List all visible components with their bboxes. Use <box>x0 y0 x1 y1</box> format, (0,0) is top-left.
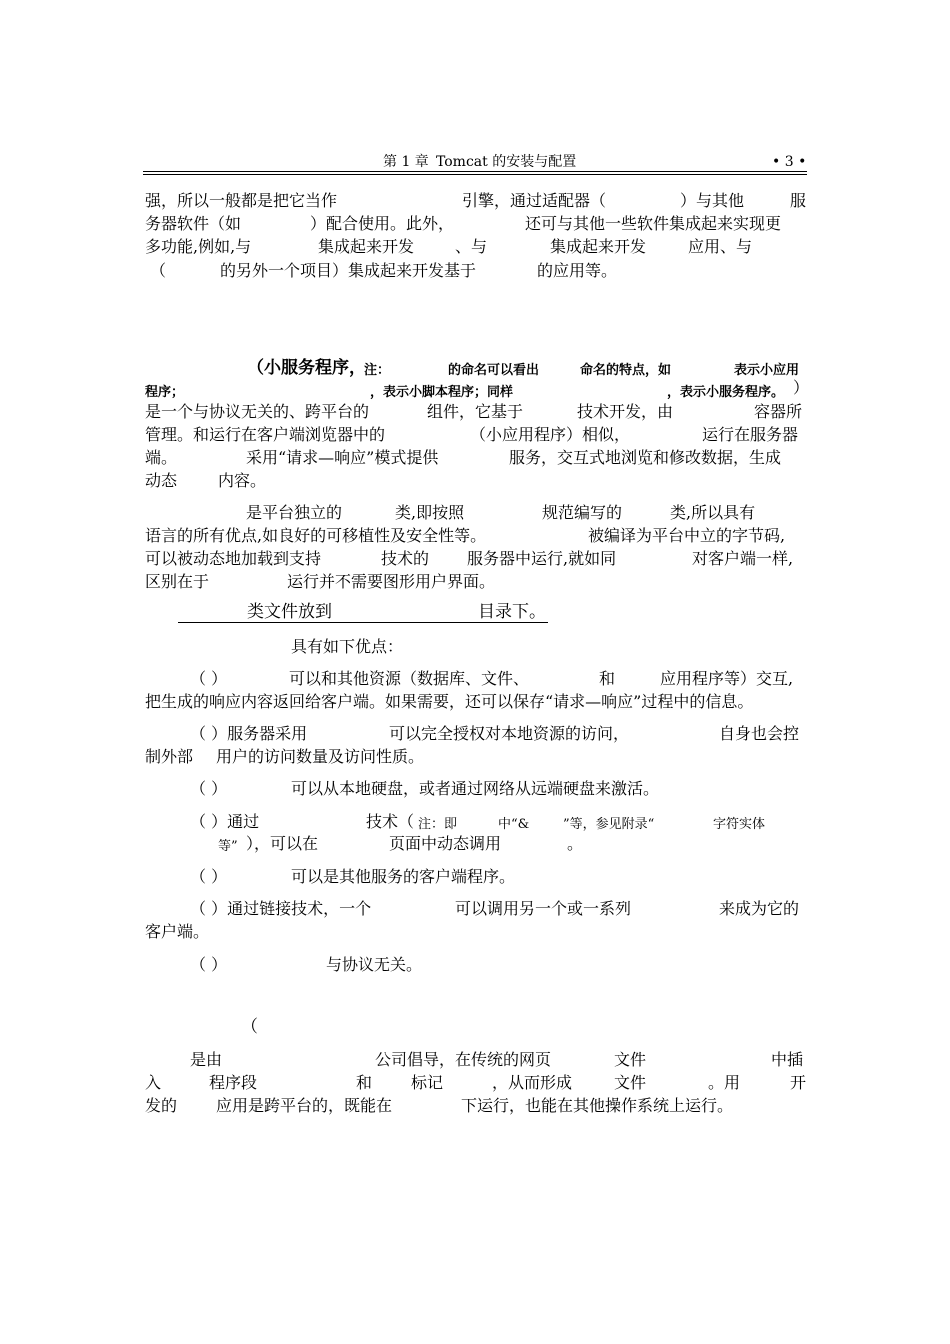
text-segment: 应用是跨平台的，既能在 <box>216 1096 393 1115</box>
text-segment: 可以从本地硬盘，或者通过网络从远端硬盘来激活。 <box>291 779 660 798</box>
text-segment: 页面中动态调用 <box>389 834 502 853</box>
note-text: 注：即 <box>418 817 458 832</box>
note-text: 中“& <box>498 817 530 832</box>
text-segment: 还可与其他一些软件集成起来实现更 <box>525 214 782 233</box>
text-segment: 、与 <box>455 237 488 256</box>
text-segment: （ ） <box>190 779 228 798</box>
jsp-heading-paren: （ <box>241 1017 258 1037</box>
text-segment: 制外部 <box>145 747 194 766</box>
text-segment: 技术的 <box>381 549 430 568</box>
text-segment: 强，所以一般都是把它当作 <box>145 191 338 210</box>
text-segment: 务器软件（如 <box>145 214 242 233</box>
text-segment: 把生成的响应内容返回给客户端。如果需要，还可以保存“请求—响应”过程中的信息。 <box>145 692 754 711</box>
text-segment: 语言的所有优点,如良好的可移植性及安全性等。 <box>145 526 487 545</box>
text-segment: 技术开发，由 <box>577 402 674 421</box>
text-segment: ）与其他 <box>680 191 745 210</box>
text-segment: 中插 <box>771 1050 804 1069</box>
note-text: 等” <box>218 839 238 854</box>
text-segment: 文件 <box>614 1073 647 1092</box>
text-segment: 内容。 <box>218 471 267 490</box>
text-segment: （ ） <box>190 669 228 688</box>
text-segment: （ ）通过链接技术，一个 <box>190 899 372 918</box>
text-segment: 运行在服务器 <box>702 425 799 444</box>
text-segment: 是由 <box>190 1050 223 1069</box>
note-text: 程序； <box>145 385 185 400</box>
text-segment: （小应用程序）相似， <box>470 425 631 444</box>
text-segment: 来成为它的 <box>719 899 800 918</box>
text-segment: 类,即按照 <box>395 503 465 522</box>
text-segment: 对客户端一样, <box>692 549 794 568</box>
text-segment: 端。 <box>145 448 178 467</box>
text-segment: 应用、与 <box>688 237 753 256</box>
note-text: 表示小应用 <box>734 363 800 378</box>
text-segment: 服务器中运行,就如同 <box>467 549 617 568</box>
text-segment: 采用“请求—响应”模式提供 <box>246 448 439 467</box>
header-page-number: • 3 • <box>772 154 807 170</box>
text-segment: 可以是其他服务的客户端程序。 <box>291 867 516 886</box>
text-segment: 程序段 <box>209 1073 258 1092</box>
text-segment: （ ）服务器采用 <box>190 724 308 743</box>
text-segment: （ ） <box>190 867 228 886</box>
text-segment: 是平台独立的 <box>246 503 343 522</box>
header-chapter: 第 1 章 <box>383 154 429 170</box>
text-segment: （ ）通过 <box>190 812 260 831</box>
text-segment: 技术（ <box>366 812 415 831</box>
text-segment: 组件，它基于 <box>427 402 524 421</box>
text-segment: 下运行，也能在其他操作系统上运行。 <box>461 1096 734 1115</box>
text-segment: 管理。和运行在客户端浏览器中的 <box>145 425 386 444</box>
text-segment: 类,所以具有 <box>670 503 756 522</box>
text-segment: 的应用等。 <box>537 261 618 280</box>
text-segment: 公司倡导，在传统的网页 <box>375 1050 552 1069</box>
text-segment: 可以完全授权对本地资源的访问， <box>389 724 630 743</box>
note-text: 字符实体 <box>713 817 766 832</box>
text-segment: 是一个与协议无关的、跨平台的 <box>145 402 370 421</box>
text-segment: 运行并不需要图形用户界面。 <box>287 572 496 591</box>
text-segment: 和 <box>356 1073 373 1092</box>
advantages-intro: 具有如下优点： <box>291 637 404 656</box>
text-segment: 引擎，通过适配器（ <box>462 191 607 210</box>
text-segment: 入 <box>145 1073 162 1092</box>
text-segment: 可以被动态地加载到支持 <box>145 549 322 568</box>
text-segment: （ ） <box>190 955 228 974</box>
text-segment: ），可以在 <box>246 834 319 853</box>
text-segment: 容器所 <box>754 402 803 421</box>
note-text: 命名的特点，如 <box>580 363 672 378</box>
text-segment: 应用程序等）交互, <box>660 669 794 688</box>
text-segment: 服 <box>790 191 807 210</box>
text-segment: 开 <box>790 1073 807 1092</box>
text-segment: ）配合使用。此外， <box>310 214 455 233</box>
text-segment: 区别在于 <box>145 572 210 591</box>
note-close-paren: ） <box>793 378 810 397</box>
note-text: ”等，参见附录“ <box>563 817 655 832</box>
header-rule-bottom <box>143 174 807 175</box>
text-segment: ，从而形成 <box>492 1073 573 1092</box>
text-segment: 文件 <box>614 1050 647 1069</box>
text-segment: 服务，交互式地浏览和修改数据，生成 <box>509 448 782 467</box>
text-segment: 与协议无关。 <box>326 955 423 974</box>
text-segment: 多功能,例如,与 <box>145 237 252 256</box>
note-text: ，表示小服务程序。 <box>667 385 785 400</box>
note-line-text: 目录下。 <box>478 602 546 622</box>
text-segment: 可以调用另一个或一系列 <box>455 899 632 918</box>
text-segment: （ <box>150 261 167 280</box>
text-segment: 用户的访问数量及访问性质。 <box>216 747 425 766</box>
text-segment: 动态 <box>145 471 178 490</box>
text-segment: 标记 <box>411 1073 444 1092</box>
text-segment: 集成起来开发 <box>318 237 415 256</box>
note-line-text: 类文件放到 <box>247 602 332 622</box>
text-segment: 和 <box>599 669 616 688</box>
text-segment: 客户端。 <box>145 922 210 941</box>
text-segment: 。用 <box>708 1073 741 1092</box>
text-segment: 可以和其他资源（数据库、文件、 <box>289 669 530 688</box>
header-rule-top <box>143 171 807 172</box>
text-segment: 规范编写的 <box>542 503 623 522</box>
servlet-term-paren: （小服务程序， <box>247 358 366 378</box>
note-line-underline <box>178 622 548 623</box>
text-segment: 自身也会控 <box>719 724 800 743</box>
text-segment: 的另外一个项目）集成起来开发基于 <box>220 261 477 280</box>
text-segment: 。 <box>567 834 584 853</box>
text-segment: 集成起来开发 <box>550 237 647 256</box>
header-title: Tomcat 的安装与配置 <box>436 154 577 170</box>
note-text: 注： <box>364 363 391 378</box>
text-segment: 发的 <box>145 1096 178 1115</box>
note-text: ，表示小脚本程序；同样 <box>370 385 514 400</box>
note-text: 的命名可以看出 <box>448 363 540 378</box>
text-segment: 被编译为平台中立的字节码, <box>588 526 786 545</box>
